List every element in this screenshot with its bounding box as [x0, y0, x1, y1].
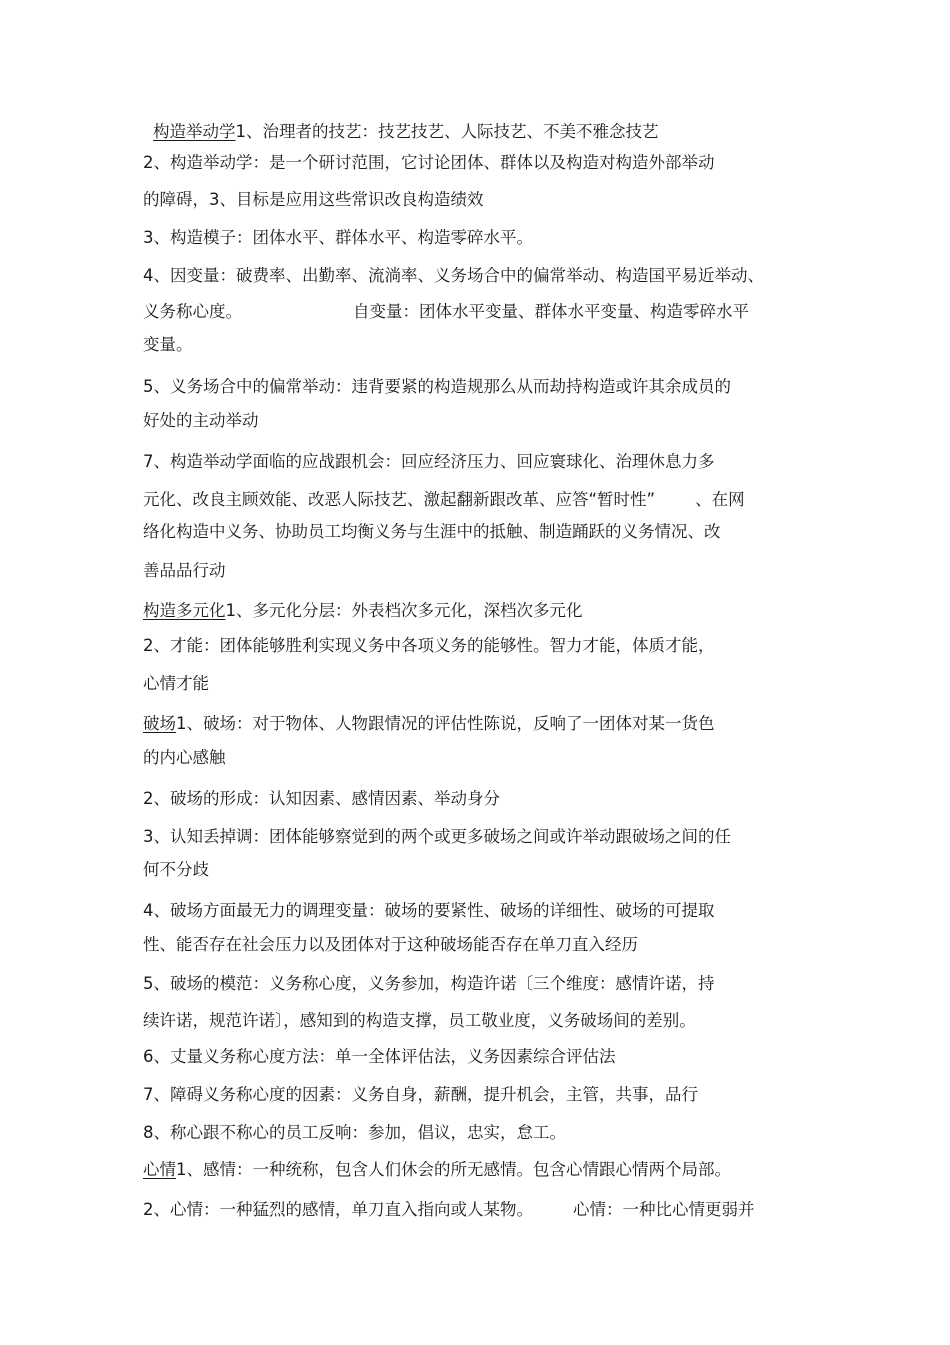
- text-line: 心情才能: [143, 674, 209, 693]
- text-line: 5、义务场合中的偏常举动：违背要紧的构造规那么从而劫持构造或许其余成员的: [143, 377, 731, 396]
- text-line: 7、障碍义务称心度的因素：义务自身，薪酬，提升机会，主管，共事，品行: [143, 1085, 698, 1104]
- section-heading: 构造多元化: [143, 601, 226, 620]
- text-line: [143, 121, 659, 143]
- text-segment: 、在网: [695, 490, 745, 509]
- text-line: 续许诺，规范许诺〕，感知到的构造支撑，员工敬业度，义务破场间的差别。: [143, 1011, 696, 1030]
- text-segment: 义务称心度。: [143, 302, 242, 321]
- text-line: [143, 1199, 755, 1221]
- text-line: 的内心感触: [143, 748, 226, 767]
- text-line: 善品品行动: [143, 561, 226, 580]
- text-line: 4、因变量：破费率、出勤率、流淌率、义务场合中的偏常举动、构造国平易近举动、: [143, 266, 764, 285]
- text-line: 4、破场方面最无力的调理变量：破场的要紧性、破场的详细性、破场的可提取: [143, 901, 715, 920]
- text-segment: 1、多元化分层：外表档次多元化，深档次多元化: [225, 601, 583, 620]
- text-line: 的障碍，3、目标是应用这些常识改良构造绩效: [143, 190, 484, 209]
- text-line: 好处的主动举动: [143, 411, 259, 430]
- text-line: 5、破场的模范：义务称心度，义务参加，构造许诺〔三个维度：感情许诺，持: [143, 974, 715, 993]
- text-line: 性、能否存在社会压力以及团体对于这种破场能否存在单刀直入经历: [143, 935, 638, 954]
- text-line: [143, 1159, 731, 1181]
- text-segment: 1、治理者的技艺：技艺技艺、人际技艺、不美不雅念技艺: [235, 122, 659, 141]
- text-line: 2、破场的形成：认知因素、感情因素、举动身分: [143, 789, 500, 808]
- text-line: 6、丈量义务称心度方法：单一全体评估法，义务因素综合评估法: [143, 1047, 616, 1066]
- text-segment: 2、心情：一种猛烈的感情，单刀直入指向或人某物。: [143, 1200, 533, 1219]
- text-line: [143, 713, 715, 735]
- text-line: 7、构造举动学面临的应战跟机会：回应经济压力、回应寰球化、治理休息力多: [143, 452, 715, 471]
- text-line: 络化构造中义务、协助员工均衡义务与生涯中的抵触、制造踊跃的义务情况、改: [143, 522, 721, 541]
- text-segment: 1、破场：对于物体、人物跟情况的评估性陈说，反响了一团体对某一货色: [176, 714, 715, 733]
- text-line: [143, 489, 745, 511]
- text-line: 3、认知丢掉调：团体能够察觉到的两个或更多破场之间或许举动跟破场之间的任: [143, 827, 731, 846]
- text-line: 3、构造模子：团体水平、群体水平、构造零碎水平。: [143, 228, 533, 247]
- text-segment: 1、感情：一种统称，包含人们休会的所无感情。包含心情跟心情两个局部。: [176, 1160, 731, 1179]
- section-heading: 构造举动学: [153, 122, 236, 141]
- text-line: 2、构造举动学：是一个研讨范围，它讨论团体、群体以及构造对构造外部举动: [143, 153, 715, 172]
- text-line: [143, 301, 749, 323]
- text-segment: 自变量：团体水平变量、群体水平变量、构造零碎水平: [353, 302, 749, 321]
- text-line: [143, 600, 583, 622]
- text-line: 8、称心跟不称心的员工反响：参加，倡议，忠实，怠工。: [143, 1123, 566, 1142]
- text-segment: 心情：一种比心情更弱并: [573, 1200, 755, 1219]
- text-line: 何不分歧: [143, 860, 209, 879]
- text-line: 变量。: [143, 335, 193, 354]
- text-line: 2、才能：团体能够胜利实现义务中各项义务的能够性。智力才能，体质才能，: [143, 636, 715, 655]
- section-heading: 心情: [143, 1160, 176, 1179]
- text-segment: 元化、改良主顾效能、改恶人际技艺、激起翻新跟改革、应答“暂时性”: [143, 490, 656, 509]
- section-heading: 破场: [143, 714, 176, 733]
